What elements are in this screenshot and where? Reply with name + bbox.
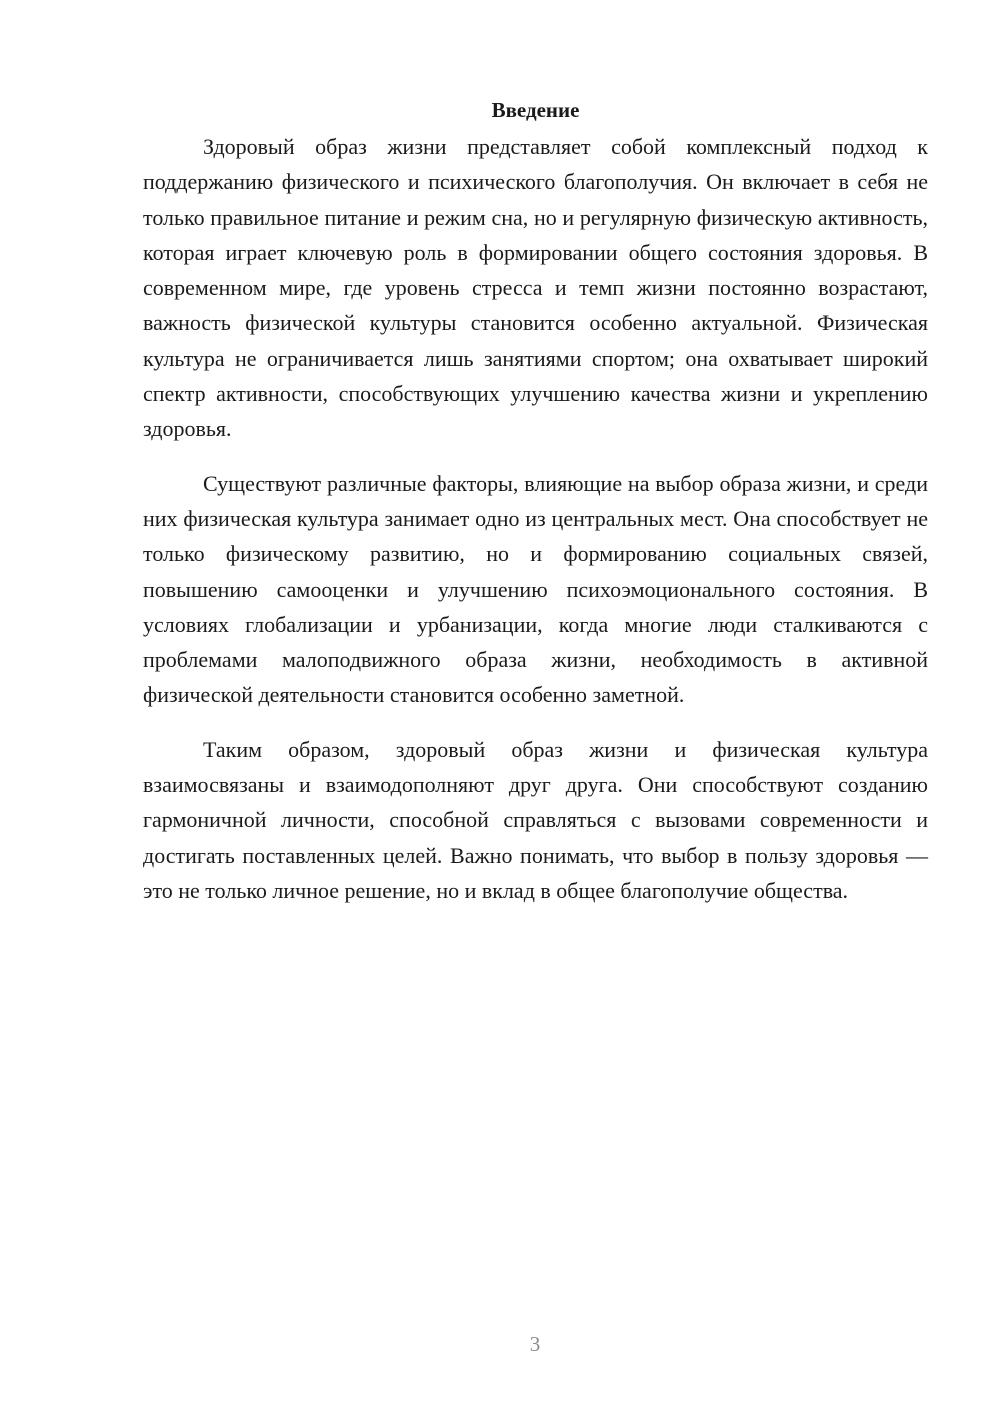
page-number: 3 [529, 1332, 541, 1356]
paragraph-3: Таким образом, здоровый образ жизни и физическая культура взаимосвязаны и взаимодополняют друг друга. Они способствуют созданию гармоничной личности, способной справляться с вызовами современности и достигать поставленных целей. Важно понимать, что выбор в пользу здоровья — это не только личное решение, но и вклад в общее благополучие общества. [143, 736, 928, 903]
paragraph-2: Существуют различные факторы, влияющие на выбор образа жизни, и среди них физическая культура занимает одно из центральных мест. Она способствует не только физическому развитию, но и формированию социальных связей, повышению самооценки и улучшению психоэмоционального состояния. В условиях глобализации и урбанизации, когда многие люди сталкиваются с проблемами малоподвижного образа жизни, необходимость в активной физической деятельности становится особенно заметной. [143, 470, 928, 708]
section-heading: Введение [491, 98, 580, 122]
paragraph-1: Здоровый образ жизни представляет собой комплексный подход к поддержанию физического и психического благополучия. Он включает в себя не только правильное питание и режим сна, но и регулярную физическую активность, которая играет ключевую роль в формировании общего состояния здоровья. В современном мире, где уровень стресса и темп жизни постоянно возрастают, важность физической культуры становится особенно актуальной. Физическая культура не ограничивается лишь занятиями спортом; она охватывает широкий спектр активности, способствующих улучшению качества жизни и укреплению здоровья. [143, 134, 928, 442]
page-content [143, 93, 928, 927]
